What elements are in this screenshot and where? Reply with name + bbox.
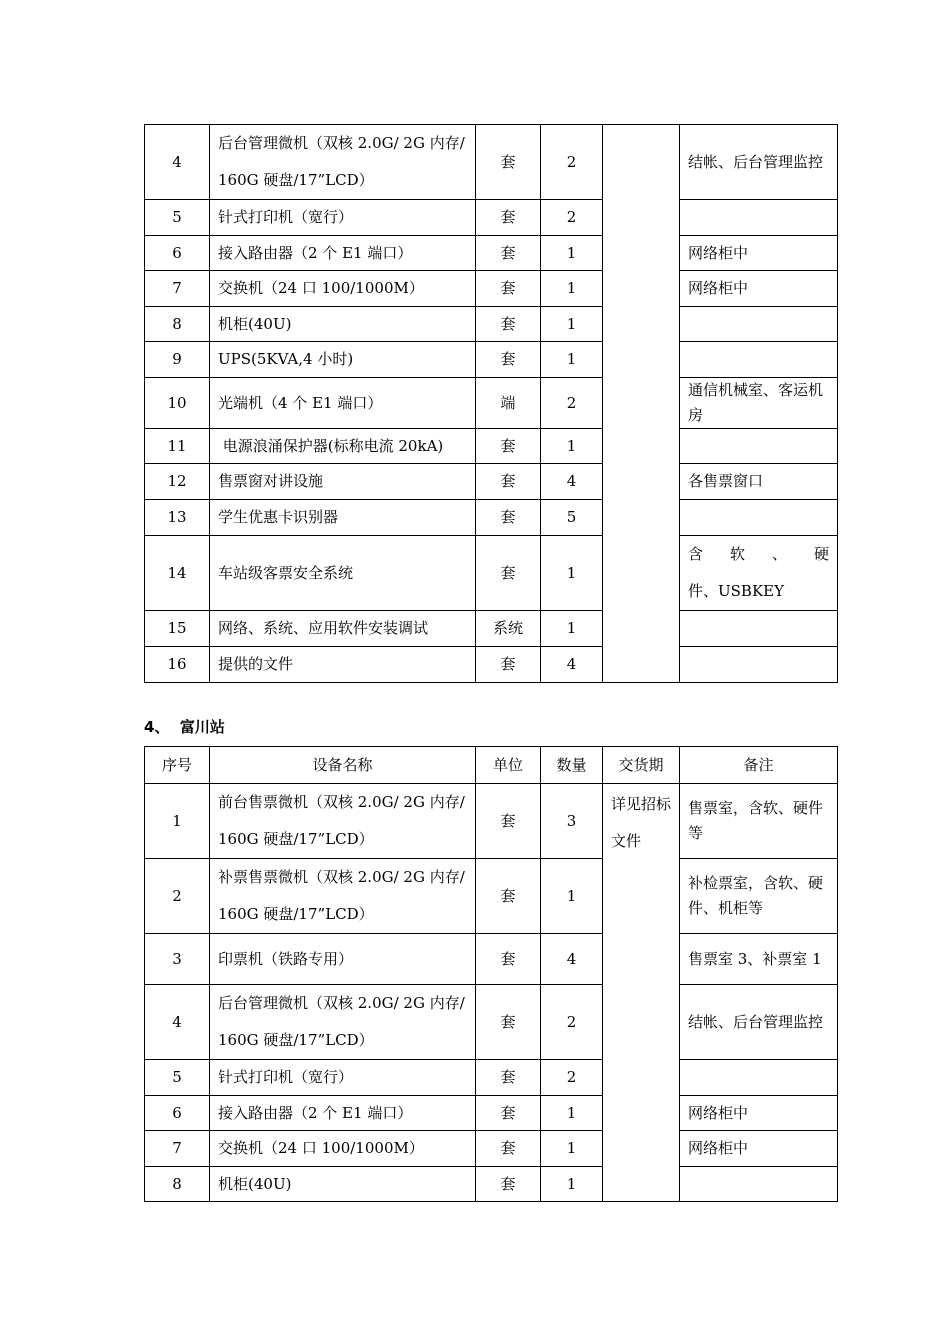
equipment-name: 印票机（铁路专用） (210, 934, 476, 985)
unit-cell: 套 (476, 500, 541, 536)
header-no: 序号 (145, 747, 210, 784)
row-number: 10 (145, 378, 210, 429)
unit-cell: 套 (476, 1131, 541, 1167)
table-row (145, 378, 838, 429)
unit-cell: 套 (476, 985, 541, 1060)
row-number: 1 (145, 784, 210, 859)
unit-cell: 套 (476, 125, 541, 200)
unit-cell: 套 (476, 784, 541, 859)
row-number: 16 (145, 647, 210, 683)
delivery-cell-empty (603, 125, 680, 683)
note-cell: 结帐、后台管理监控 (680, 125, 838, 200)
quantity-cell: 2 (541, 985, 603, 1060)
note-line: 含 软 、 硬 (688, 545, 829, 563)
equipment-name: 机柜(40U) (210, 1167, 476, 1202)
row-number: 8 (145, 307, 210, 342)
equipment-name: 光端机（4 个 E1 端口） (210, 378, 476, 429)
unit-cell: 套 (476, 200, 541, 236)
row-number: 13 (145, 500, 210, 536)
equipment-name: 针式打印机（宽行） (210, 1060, 476, 1096)
quantity-cell: 1 (541, 1131, 603, 1167)
row-number: 11 (145, 429, 210, 464)
unit-cell: 套 (476, 342, 541, 378)
table-row (145, 307, 838, 342)
table-row (145, 200, 838, 236)
quantity-cell: 1 (541, 859, 603, 934)
equipment-name: 后台管理微机（双核 2.0G/ 2G 内存/ 160G 硬盘/17”LCD） (210, 125, 476, 200)
unit-cell: 端 (476, 378, 541, 429)
note-cell: 售票室，含软、硬件等 (680, 784, 838, 859)
unit-cell: 套 (476, 1096, 541, 1131)
quantity-cell: 2 (541, 125, 603, 200)
quantity-cell: 1 (541, 1096, 603, 1131)
note-cell (680, 536, 838, 611)
quantity-cell: 4 (541, 647, 603, 683)
equipment-name: UPS(5KVA,4 小时) (210, 342, 476, 378)
quantity-cell: 1 (541, 429, 603, 464)
table-row (145, 500, 838, 536)
table-row (145, 647, 838, 683)
table-row (145, 236, 838, 271)
quantity-cell: 1 (541, 1167, 603, 1202)
delivery-text: 详见招标文件 (611, 795, 672, 850)
row-number: 6 (145, 236, 210, 271)
delivery-cell (603, 784, 680, 1202)
note-cell (680, 1167, 838, 1202)
note-cell: 结帐、后台管理监控 (680, 985, 838, 1060)
equipment-table-continued (144, 124, 838, 683)
unit-cell: 套 (476, 464, 541, 500)
note-cell (680, 1060, 838, 1096)
equipment-name: 网络、系统、应用软件安装调试 (210, 611, 476, 647)
unit-cell: 套 (476, 429, 541, 464)
equipment-name: 交换机（24 口 100/1000M） (210, 271, 476, 307)
equipment-name: 交换机（24 口 100/1000M） (210, 1131, 476, 1167)
row-number: 7 (145, 1131, 210, 1167)
equipment-name: 售票窗对讲设施 (210, 464, 476, 500)
equipment-name: 车站级客票安全系统 (210, 536, 476, 611)
header-qty: 数量 (541, 747, 603, 784)
unit-cell: 套 (476, 236, 541, 271)
row-number: 6 (145, 1096, 210, 1131)
note-cell: 网络柜中 (680, 1131, 838, 1167)
note-cell (680, 500, 838, 536)
unit-cell: 系统 (476, 611, 541, 647)
quantity-cell: 1 (541, 611, 603, 647)
quantity-cell: 1 (541, 271, 603, 307)
header-note: 备注 (680, 747, 838, 784)
unit-cell: 套 (476, 647, 541, 683)
equipment-name: 提供的文件 (210, 647, 476, 683)
table-row (145, 271, 838, 307)
table-row (145, 536, 838, 611)
note-cell (680, 307, 838, 342)
row-number: 4 (145, 985, 210, 1060)
quantity-cell: 2 (541, 1060, 603, 1096)
note-cell (680, 647, 838, 683)
table-row (145, 464, 838, 500)
equipment-name: 接入路由器（2 个 E1 端口） (210, 1096, 476, 1131)
header-delivery: 交货期 (603, 747, 680, 784)
table-row (145, 125, 838, 200)
unit-cell: 套 (476, 934, 541, 985)
equipment-name: 前台售票微机（双核 2.0G/ 2G 内存/ 160G 硬盘/17”LCD） (210, 784, 476, 859)
note-cell: 网络柜中 (680, 236, 838, 271)
table-row (145, 985, 838, 1060)
quantity-cell: 1 (541, 236, 603, 271)
row-number: 2 (145, 859, 210, 934)
quantity-cell: 1 (541, 307, 603, 342)
equipment-name: 针式打印机（宽行） (210, 200, 476, 236)
table-row (145, 1096, 838, 1131)
quantity-cell: 4 (541, 934, 603, 985)
note-line: 件、USBKEY (688, 582, 784, 600)
header-name: 设备名称 (210, 747, 476, 784)
header-unit: 单位 (476, 747, 541, 784)
quantity-cell: 1 (541, 342, 603, 378)
note-cell: 通信机械室、客运机房 (680, 378, 838, 429)
row-number: 5 (145, 200, 210, 236)
equipment-name: 电源浪涌保护器(标称电流 20kA) (210, 429, 476, 464)
section-heading: 4、 富川站 (144, 718, 225, 736)
quantity-cell: 3 (541, 784, 603, 859)
quantity-cell: 2 (541, 378, 603, 429)
table-row (145, 1167, 838, 1202)
note-cell: 各售票窗口 (680, 464, 838, 500)
row-number: 12 (145, 464, 210, 500)
quantity-cell: 4 (541, 464, 603, 500)
equipment-name: 补票售票微机（双核 2.0G/ 2G 内存/ 160G 硬盘/17”LCD） (210, 859, 476, 934)
note-cell: 网络柜中 (680, 1096, 838, 1131)
row-number: 15 (145, 611, 210, 647)
table-row (145, 611, 838, 647)
note-cell (680, 200, 838, 236)
note-cell (680, 342, 838, 378)
unit-cell: 套 (476, 1060, 541, 1096)
equipment-table-fuchuan (144, 746, 838, 1202)
row-number: 14 (145, 536, 210, 611)
note-cell: 补检票室，含软、硬件、机柜等 (680, 859, 838, 934)
note-cell: 网络柜中 (680, 271, 838, 307)
row-number: 7 (145, 271, 210, 307)
note-cell: 售票室 3、补票室 1 (680, 934, 838, 985)
equipment-name: 接入路由器（2 个 E1 端口） (210, 236, 476, 271)
unit-cell: 套 (476, 271, 541, 307)
unit-cell: 套 (476, 307, 541, 342)
quantity-cell: 1 (541, 536, 603, 611)
table-header-row (145, 747, 838, 784)
note-cell (680, 611, 838, 647)
table-row (145, 429, 838, 464)
table-row (145, 784, 838, 859)
note-cell (680, 429, 838, 464)
quantity-cell: 5 (541, 500, 603, 536)
row-number: 9 (145, 342, 210, 378)
quantity-cell: 2 (541, 200, 603, 236)
table-row (145, 859, 838, 934)
row-number: 3 (145, 934, 210, 985)
row-number: 8 (145, 1167, 210, 1202)
table-row (145, 1060, 838, 1096)
equipment-name: 后台管理微机（双核 2.0G/ 2G 内存/ 160G 硬盘/17”LCD） (210, 985, 476, 1060)
unit-cell: 套 (476, 859, 541, 934)
table-row (145, 1131, 838, 1167)
unit-cell: 套 (476, 1167, 541, 1202)
table-row (145, 342, 838, 378)
row-number: 5 (145, 1060, 210, 1096)
equipment-name: 学生优惠卡识别器 (210, 500, 476, 536)
unit-cell: 套 (476, 536, 541, 611)
equipment-name: 机柜(40U) (210, 307, 476, 342)
row-number: 4 (145, 125, 210, 200)
table-row (145, 934, 838, 985)
